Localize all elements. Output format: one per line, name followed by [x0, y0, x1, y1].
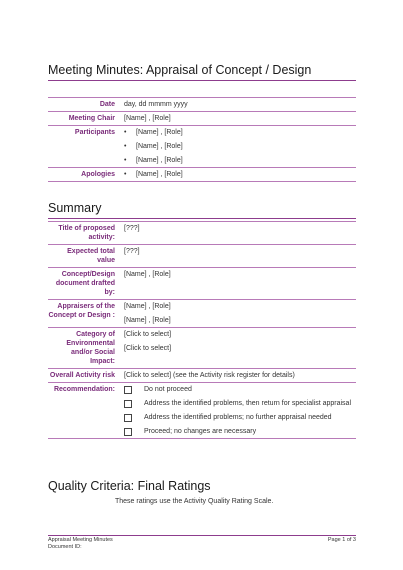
drafted-by-value[interactable]: [Name] , [Role]	[124, 271, 171, 278]
recommendation-row	[48, 383, 356, 439]
participants-row	[48, 126, 356, 168]
participant-name: [Name] , [Role]	[136, 157, 183, 164]
participant-item[interactable]	[124, 142, 356, 151]
bullet-icon: •	[124, 143, 127, 150]
drafted-by-label: Concept/Design document drafted by:	[55, 271, 115, 296]
impact-category-list	[124, 328, 356, 369]
meeting-chair-value[interactable]: [Name] , [Role]	[124, 115, 171, 122]
appraiser-item[interactable]: [Name] , [Role]	[124, 303, 171, 310]
participant-item[interactable]	[124, 156, 356, 165]
footer-document-id: Document ID:	[48, 543, 82, 550]
drafted-by-row	[48, 268, 356, 300]
recommendation-option[interactable]	[124, 399, 356, 408]
quality-criteria-intro: These ratings use the Activity Quality Rating Scale.	[115, 498, 274, 505]
activity-title-row	[48, 222, 356, 245]
bullet-icon: •	[124, 171, 127, 178]
appraiser-item[interactable]: [Name] , [Role]	[124, 317, 171, 324]
recommendation-text: Address the identified problems; no further appraisal needed	[144, 414, 332, 421]
summary-heading: Summary	[48, 201, 102, 215]
bullet-icon: •	[124, 157, 127, 164]
footer-document-info	[48, 537, 113, 550]
title-divider	[48, 80, 356, 81]
checkbox[interactable]	[124, 428, 132, 436]
activity-title-value[interactable]: [???]	[124, 225, 140, 232]
appraisers-row	[48, 300, 356, 328]
activity-title-label: Title of proposed activity:	[58, 225, 115, 241]
apology-item[interactable]	[124, 170, 356, 179]
participants-label: Participants	[74, 129, 115, 136]
checkbox[interactable]	[124, 414, 132, 422]
recommendation-text: Address the identified problems, then return for specialist appraisal	[144, 400, 351, 407]
meeting-chair-label: Meeting Chair	[68, 115, 115, 122]
impact-category-row	[48, 328, 356, 369]
document-title: Meeting Minutes: Appraisal of Concept / Design	[48, 63, 312, 77]
date-value[interactable]: day, dd mmmm yyyy	[124, 101, 188, 108]
summary-table	[48, 221, 356, 439]
expected-value-value[interactable]: [???]	[124, 248, 140, 255]
category-select[interactable]: [Click to select]	[124, 345, 172, 352]
checkbox[interactable]	[124, 400, 132, 408]
activity-risk-label: Overall Activity risk	[49, 372, 115, 379]
activity-risk-row	[48, 369, 356, 383]
checkbox[interactable]	[124, 386, 132, 394]
footer-page-number: Page 1 of 3	[327, 537, 356, 543]
activity-risk-select[interactable]: [Click to select] (see the Activity risk register for details)	[124, 372, 295, 379]
apologies-row	[48, 168, 356, 182]
recommendation-text: Do not proceed	[144, 386, 192, 393]
appraisers-list	[124, 300, 356, 328]
recommendation-option[interactable]	[124, 413, 356, 422]
bullet-icon: •	[124, 129, 127, 136]
recommendation-options	[124, 383, 356, 439]
quality-criteria-heading: Quality Criteria: Final Ratings	[48, 479, 211, 493]
impact-category-label: Category of Environmental and/or Social Impact:	[66, 331, 115, 365]
appraisers-label: Appraisers of the Concept or Design :	[48, 303, 115, 319]
expected-value-label: Expected total value	[67, 248, 115, 264]
expected-value-row	[48, 245, 356, 268]
recommendation-option[interactable]	[124, 427, 356, 436]
apology-name: [Name] , [Role]	[136, 171, 183, 178]
participant-item[interactable]	[124, 128, 356, 137]
participant-name: [Name] , [Role]	[136, 143, 183, 150]
summary-divider	[48, 218, 356, 219]
date-label: Date	[99, 101, 115, 108]
apologies-list	[124, 168, 356, 182]
apologies-label: Apologies	[81, 171, 115, 178]
date-row	[48, 98, 356, 112]
recommendation-text: Proceed; no changes are necessary	[144, 428, 257, 435]
recommendation-option[interactable]	[124, 385, 356, 394]
participant-name: [Name] , [Role]	[136, 129, 183, 136]
footer-document-name: Appraisal Meeting Minutes	[48, 537, 113, 543]
footer-divider	[48, 535, 356, 536]
meeting-details-table	[48, 97, 356, 182]
meeting-chair-row	[48, 112, 356, 126]
participants-list	[124, 126, 356, 168]
category-select[interactable]: [Click to select]	[124, 331, 172, 338]
recommendation-label: Recommendation:	[53, 386, 115, 393]
